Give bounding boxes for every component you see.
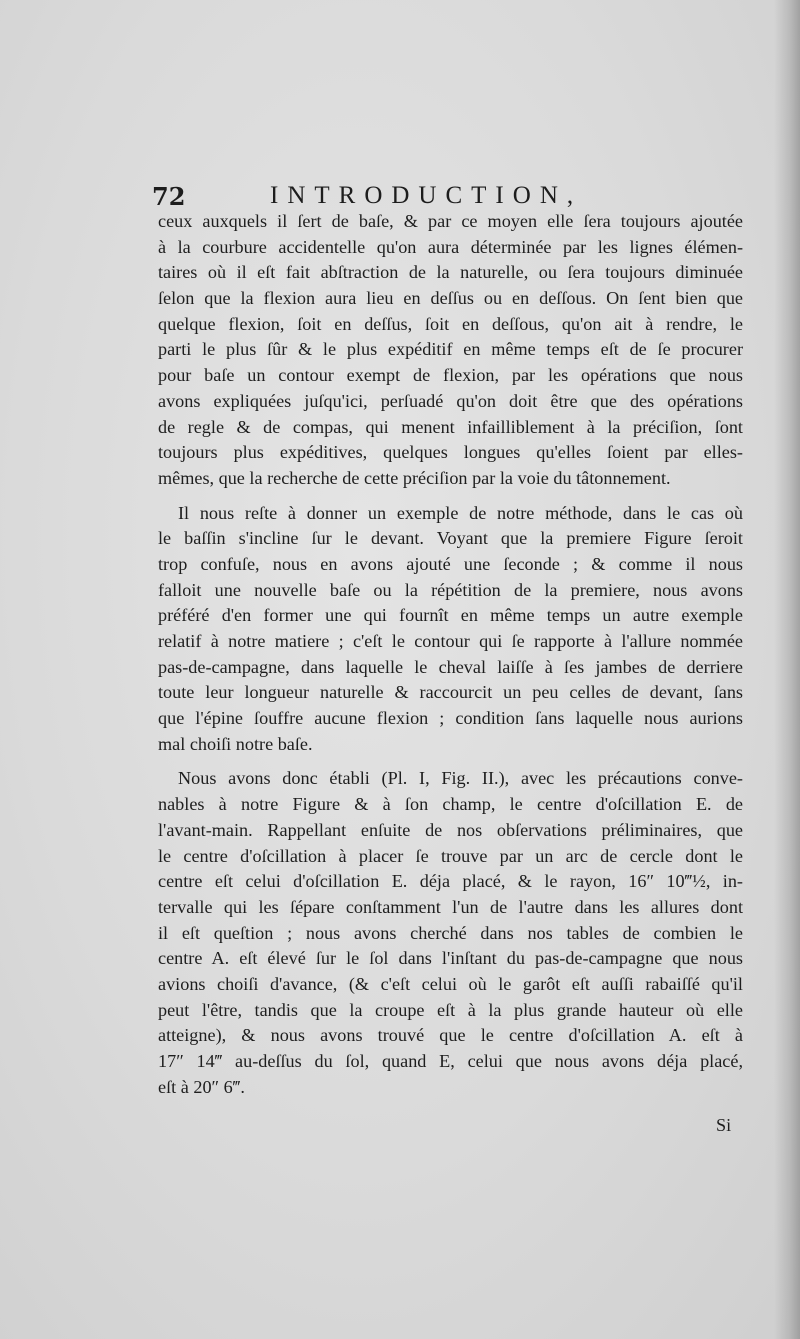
text-line: avons expliquées juſqu'ici, perſuadé qu'on doit être que des opérations (158, 390, 743, 411)
text-line: à la courbure accidentelle qu'on aura déterminée par les lignes élémen- (158, 236, 743, 257)
page-edge-shadow (774, 0, 800, 1339)
running-title: INTRODUCTION, (270, 182, 583, 209)
text-line: l'avant-main. Rappellant enſuite de nos obſervations préliminaires, que (158, 819, 743, 840)
text-line: le baſſin s'incline ſur le devant. Voyant que la premiere Figure ſeroit (158, 528, 743, 549)
text-line: trop confuſe, nous en avons ajouté une ſeconde ; & comme il nous (158, 553, 743, 574)
text-line: peut l'être, tandis que la croupe eſt à la plus grande hauteur où elle (158, 999, 743, 1020)
body-text (158, 209, 743, 1100)
text-line: relatif à notre matiere ; c'eſt le contour qui ſe rapporte à l'allure nommée (158, 631, 743, 651)
text-line: parti le plus ſûr & le plus expéditif en même temps eſt de ſe procurer (158, 339, 743, 360)
text-line: tervalle qui les ſépare conſtamment l'un de l'autre dans les allures dont (158, 896, 743, 917)
text-line: ſelon que la flexion aura lieu en deſſus ou en deſſous. On ſent bien que (158, 288, 743, 309)
text-line: centre eſt celui d'oſcillation E. déja placé, & le rayon, 16″ 10‴½, in- (158, 871, 743, 892)
text-line: Il nous reſte à donner un exemple de notre méthode, dans le cas où (178, 502, 743, 523)
text-line: pour baſe un contour exempt de flexion, par les opérations que nous (158, 365, 743, 386)
text-line: centre A. eſt élevé ſur le ſol dans l'inſtant du pas-de-campagne que nous (158, 948, 743, 969)
text-line: de regle & de compas, qui menent infailliblement à la préciſion, ſont (158, 416, 743, 437)
page-number: 72 (152, 182, 186, 211)
text-line: mal choiſi notre baſe. (158, 733, 313, 754)
text-line: Nous avons donc établi (Pl. I, Fig. II.), avec les précautions conve- (178, 768, 743, 789)
text-line: toujours plus expéditives, quelques longues qu'elles ſoient par elles- (158, 442, 743, 463)
text-line: que l'épine ſouffre aucune flexion ; condition ſans laquelle nous aurions (158, 708, 743, 729)
text-line: taires où il eſt fait abſtraction de la naturelle, ou ſera toujours diminuée (158, 262, 743, 283)
text-line: le centre d'oſcillation à placer ſe trouve par un arc de cercle dont le (158, 845, 743, 866)
text-line: avions choiſi d'avance, (& c'eſt celui où le garôt eſt auſſi rabaiſſé qu'il (158, 973, 743, 994)
text-line: nables à notre Figure & à ſon champ, le centre d'oſcillation E. de (158, 794, 743, 815)
text-line: eſt à 20″ 6‴. (158, 1076, 245, 1097)
text-line: quelque flexion, ſoit en deſſus, ſoit en deſſous, qu'on ait à rendre, le (158, 313, 743, 334)
text-line: 17″ 14‴ au-deſſus du ſol, quand E, celui que nous avons déja placé, (158, 1051, 743, 1071)
text-line: toute leur longueur naturelle & raccourcit un peu celles de devant, ſans (158, 682, 743, 703)
text-line: préféré d'en former une qui fournît en même temps un autre exemple (158, 605, 743, 626)
text-line: il eſt queſtion ; nous avons cherché dans nos tables de combien le (158, 922, 743, 943)
paragraph-gap (158, 492, 743, 501)
catchword: Si (716, 1115, 732, 1135)
paragraph-gap (158, 757, 743, 766)
text-line: mêmes, que la recherche de cette préciſion par la voie du tâtonnement. (158, 467, 671, 488)
text-line: atteigne), & nous avons trouvé que le centre d'oſcillation A. eſt à (158, 1025, 743, 1046)
text-line: pas-de-campagne, dans laquelle le cheval laiſſe à ſes jambes de derriere (158, 656, 743, 677)
text-line: falloit une nouvelle baſe ou la répétition de la premiere, nous avons (158, 579, 743, 600)
text-line: ceux auxquels il ſert de baſe, & par ce moyen elle ſera toujours ajoutée (158, 211, 743, 231)
